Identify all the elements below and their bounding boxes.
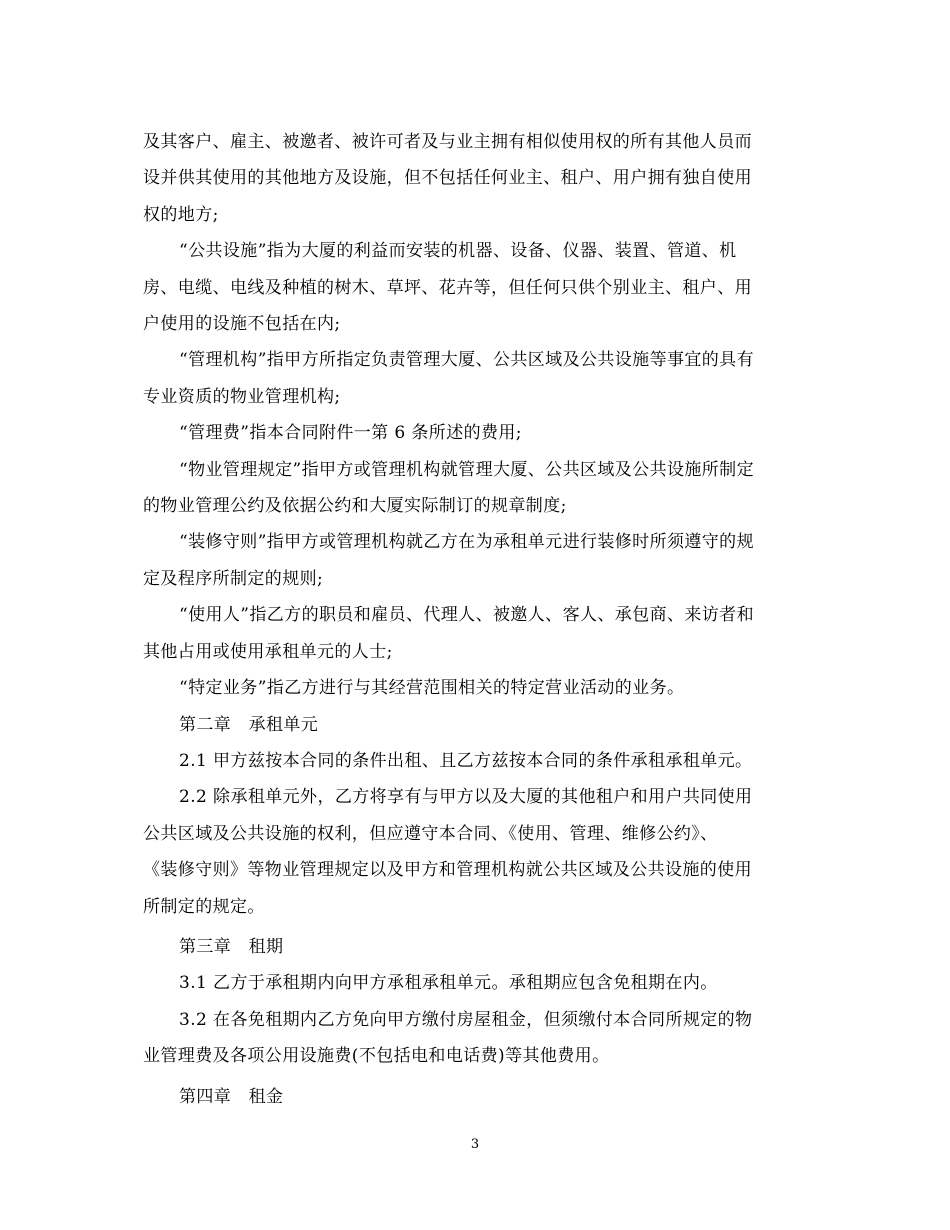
- text-line: 3.1 乙方于承租期内向甲方承租承租单元。承租期应包含免租期在内。: [179, 973, 718, 994]
- text-line: “物业管理规定”指甲方或管理机构就管理大厦、公共区域及公共设施所制定: [179, 459, 754, 480]
- document-body: [143, 124, 803, 1115]
- text-line: “装修守则”指甲方或管理机构就乙方在为承租单元进行装修时所须遵守的规: [179, 532, 754, 553]
- text-line: “公共设施”指为大厦的利益而安装的机器、设备、仪器、装置、管道、机: [179, 241, 737, 262]
- text-line: 设并供其使用的其他地方及设施，但不包括任何业主、租户、用户拥有独自使用: [143, 168, 752, 189]
- page-number: 3: [470, 1137, 480, 1152]
- text-line: 2.1 甲方兹按本合同的条件出租、且乙方兹按本合同的条件承租承租单元。: [179, 750, 753, 771]
- text-line: 公共区域及公共设施的权利，但应遵守本合同、《使用、管理、维修公约》、: [143, 823, 718, 844]
- text-line: “特定业务”指乙方进行与其经营范围相关的特定营业活动的业务。: [179, 678, 685, 699]
- text-line: 业管理费及各项公用设施费(不包括电和电话费)等其他费用。: [143, 1046, 610, 1067]
- text-line: 其他占用或使用承租单元的人士;: [143, 641, 393, 662]
- chapter-heading: 第四章 租金: [179, 1086, 284, 1107]
- text-line: “管理费”指本合同附件一第 6 条所述的费用;: [179, 423, 522, 444]
- text-line: “管理机构”指甲方所指定负责管理大厦、公共区域及公共设施等事宜的具有: [179, 350, 754, 371]
- text-line: 权的地方;: [143, 204, 219, 225]
- text-line: 定及程序所制定的规则;: [143, 568, 324, 589]
- chapter-heading: 第二章 承租单元: [179, 714, 319, 735]
- text-line: 户使用的设施不包括在内;: [143, 314, 341, 335]
- text-line: 专业资质的物业管理机构;: [143, 386, 341, 407]
- chapter-heading: 第三章 租期: [179, 936, 284, 957]
- text-line: 《装修守则》等物业管理规定以及甲方和管理机构就公共区域及公共设施的使用: [143, 860, 752, 881]
- text-line: 所制定的规定。: [143, 896, 265, 917]
- text-line: 的物业管理公约及依据公约和大厦实际制订的规章制度;: [143, 496, 567, 517]
- text-line: 2.2 除承租单元外，乙方将享有与甲方以及大厦的其他租户和用户共同使用: [179, 787, 753, 808]
- text-line: 及其客户、雇主、被邀者、被许可者及与业主拥有相似使用权的所有其他人员而: [143, 132, 752, 152]
- text-line: 3.2 在各免租期内乙方免向甲方缴付房屋租金，但须缴付本合同所规定的物: [179, 1009, 753, 1030]
- text-line: “使用人”指乙方的职员和雇员、代理人、被邀人、客人、承包商、来访者和: [179, 605, 754, 626]
- text-line: 房、电缆、电线及种植的树木、草坪、花卉等，但任何只供个别业主、租户、用: [143, 277, 752, 298]
